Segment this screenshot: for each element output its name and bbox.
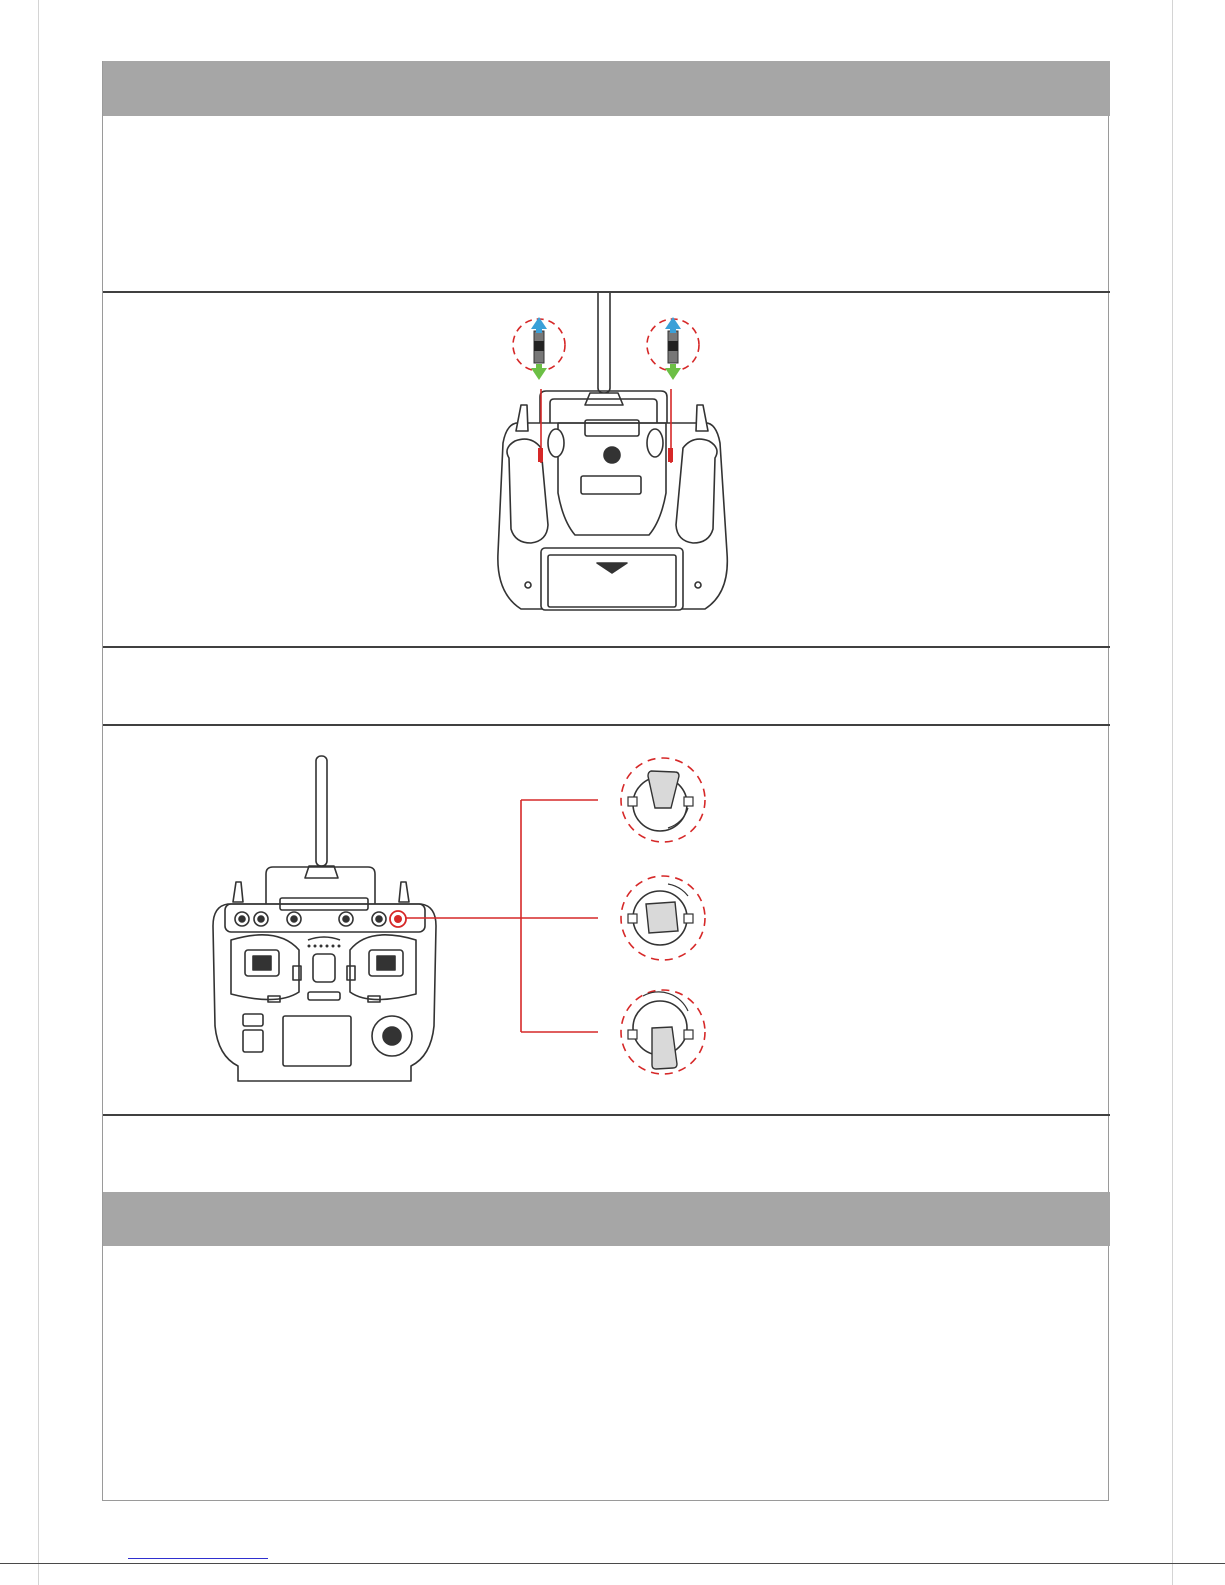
dial-position-middle [621,876,705,960]
page-edge-right [1172,0,1173,1585]
right-trim-callout [647,317,699,380]
transmitter-rear-icon [103,293,1110,646]
transmitter-front-icon [103,726,1110,1114]
dial-position-up [621,758,705,842]
section-2-text-block [103,1248,1110,1500]
intro-text-block [103,118,1110,290]
left-trim-callout [513,317,565,380]
dial-position-down [621,990,705,1074]
page-edge-left [38,0,39,1585]
dial-caption-block [103,1116,1110,1192]
trim-caption-block [103,648,1110,724]
section-2-header-bar [103,1192,1110,1246]
front-view-figure [103,726,1110,1114]
bottom-rule [0,1563,1225,1564]
footer-link-underline[interactable] [128,1558,268,1559]
rear-view-figure [103,293,1110,646]
section-1-header-bar [103,61,1110,116]
